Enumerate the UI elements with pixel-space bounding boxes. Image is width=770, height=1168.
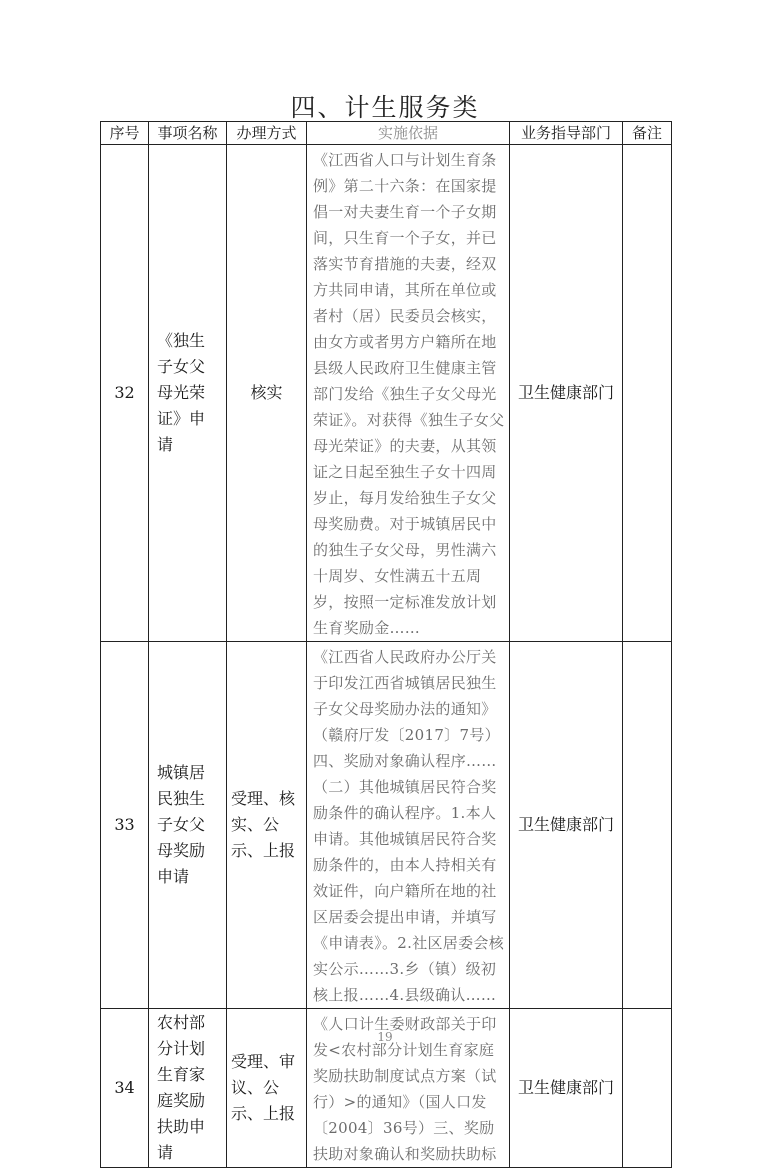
page-title: 四、计生服务类 [290,93,480,122]
row-dept: 卫生健康部门 [510,1009,623,1168]
table-header-row [101,122,672,145]
row-remark [623,642,672,1009]
row-basis: 《江西省人口与计划生育条例》第二十六条：在国家提倡一对夫妻生育一个子女期间，只生育一个子女，并已落实节育措施的夫妻，经双方共同申请，其所在单位或者村（居）民委员会核实，由女方或者男方户籍所在地县级人民政府卫生健康主管部门发给《独生子女父母光荣证》。对获得《独生子女父母光荣证》的夫妻，从其领证之日起至独生子女十四周岁止，每月发给独生子女父母奖励费。对于城镇居民中的独生子女父母，男性满六十周岁、女性满五十五周岁，按照一定标准发放计划生育奖励金…… [307,145,510,642]
header-no: 序号 [101,122,149,145]
table-row [101,145,672,642]
row-name: 城镇居民独生子女父母奖励申请 [149,642,227,1009]
row-method: 受理、核实、公示、上报 [227,642,307,1009]
row-no: 34 [101,1009,149,1168]
table-row [101,642,672,1009]
service-table [100,121,672,1168]
row-dept: 卫生健康部门 [510,642,623,1009]
row-no: 32 [101,145,149,642]
header-dept: 业务指导部门 [510,122,623,145]
row-remark [623,145,672,642]
row-basis: 《人口计生委财政部关于印发<农村部分计划生育家庭奖励扶助制度试点方案（试行）>的通知》（国人口发〔2004〕36号）三、奖励扶助对象确认和奖励扶助标 [307,1009,510,1168]
row-method: 核实 [227,145,307,642]
row-basis: 《江西省人民政府办公厅关于印发江西省城镇居民独生子女父母奖励办法的通知》（赣府厅发〔2017〕7号）四、奖励对象确认程序……（二）其他城镇居民符合奖励条件的确认程序。1.本人申请。其他城镇居民符合奖励条件的，由本人持相关有效证件，向户籍所在地的社区居委会提出申请，并填写《申请表》。2.社区居委会核实公示……3.乡（镇）级初核上报……4.县级确认…… [307,642,510,1009]
header-method: 办理方式 [227,122,307,145]
header-basis: 实施依据 [307,122,510,145]
row-method: 受理、审议、公示、上报 [227,1009,307,1168]
header-remark: 备注 [623,122,672,145]
row-no: 33 [101,642,149,1009]
row-name: 农村部分计划生育家庭奖励扶助申请 [149,1009,227,1168]
row-dept: 卫生健康部门 [510,145,623,642]
page-number: 19 [377,1030,393,1044]
row-name: 《独生子女父母光荣证》申请 [149,145,227,642]
header-name: 事项名称 [149,122,227,145]
